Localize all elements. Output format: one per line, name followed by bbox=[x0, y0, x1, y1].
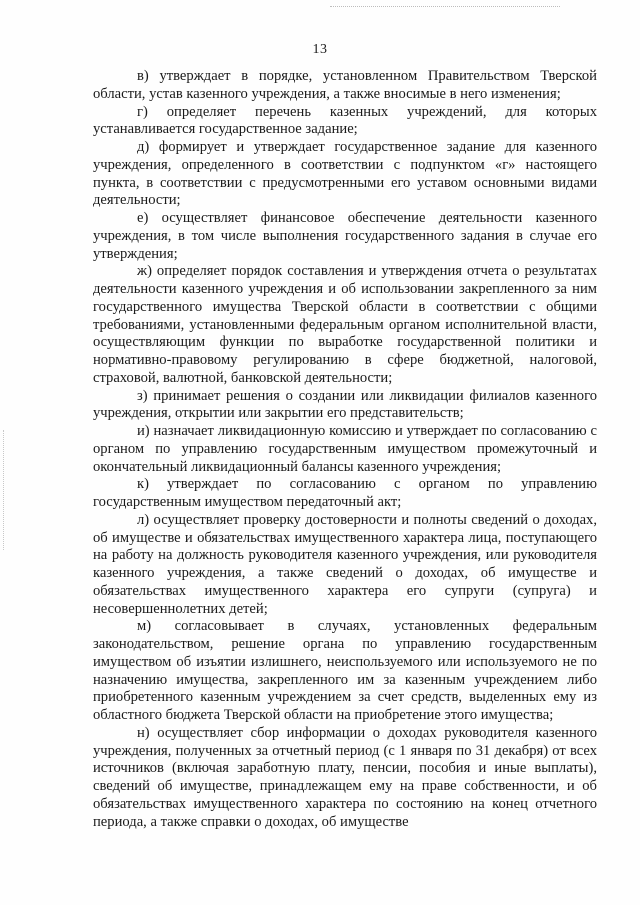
paragraph-l: л) осуществляет проверку достоверности и полноты сведений о доходах, об имуществе и обязательствах имущественного характера лица, поступающего на работу на должность руководителя казенного учреждения, или руководителя казенного учреждения, а также сведений о доходах, об имуществе и обязательствах имущественного характера его супруги (супруга) и несовершеннолетних детей; bbox=[93, 511, 597, 617]
paragraph-i: и) назначает ликвидационную комиссию и утверждает по согласованию с органом по управлению государственным имуществом промежуточный и окончательный ликвидационный балансы казенного учреждения; bbox=[93, 423, 597, 475]
scan-artifact-top bbox=[330, 6, 560, 8]
document-body bbox=[93, 68, 597, 831]
scan-artifact-left bbox=[3, 430, 5, 550]
paragraph-zh: ж) определяет порядок составления и утверждения отчета о результатах деятельности казенного учреждения и об использовании закрепленного за ним государственного имущества Тверской области в соответствии с общими требованиями, установленными федеральным органом исполнительной власти, осуществляющим функции по выработке государственной политики и нормативно-правовому регулированию в сфере бюджетной, налоговой, страховой, валютной, банковской деятельности; bbox=[93, 263, 597, 386]
paragraph-n: н) осуществляет сбор информации о доходах руководителя казенного учреждения, полученных за отчетный период (с 1 января по 31 декабря) от всех источников (включая заработную плату, пенсии, пособия и иные выплаты), сведений об имуществе, принадлежащем ему на праве собственности, и об обязательствах имущественного характера по состоянию на конец отчетного периода, а также справки о доходах, об имуществе bbox=[93, 724, 597, 830]
paragraph-e: е) осуществляет финансовое обеспечение деятельности казенного учреждения, в том числе выполнения государственного задания в случае его утверждения; bbox=[93, 210, 597, 262]
paragraph-v: в) утверждает в порядке, установленном Правительством Тверской области, устав казенного учреждения, а также вносимые в него изменения; bbox=[93, 68, 597, 102]
paragraph-g: г) определяет перечень казенных учреждений, для которых устанавливается государственное задание; bbox=[93, 103, 597, 138]
paragraph-z: з) принимает решения о создании или ликвидации филиалов казенного учреждения, открытии или закрытии его представительств; bbox=[93, 387, 597, 422]
paragraph-d: д) формирует и утверждает государственное задание для казенного учреждения, определенного в соответствии с подпунктом «г» настоящего пункта, в соответствии с предусмотренными его уставом основными видами деятельности; bbox=[93, 139, 597, 209]
page-number: 13 bbox=[312, 42, 328, 57]
paragraph-m: м) согласовывает в случаях, установленных федеральным законодательством, решение органа по управлению государственным имуществом об изъятии излишнего, неиспользуемого или используемого не по назначению имущества, закрепленного им за казенным учреждением либо приобретенного казенным учреждением за счет средств, выделенных ему из областного бюджета Тверской области на приобретение этого имущества; bbox=[93, 618, 597, 723]
paragraph-k: к) утверждает по согласованию с органом по управлению государственным имуществом передаточный акт; bbox=[93, 476, 597, 510]
